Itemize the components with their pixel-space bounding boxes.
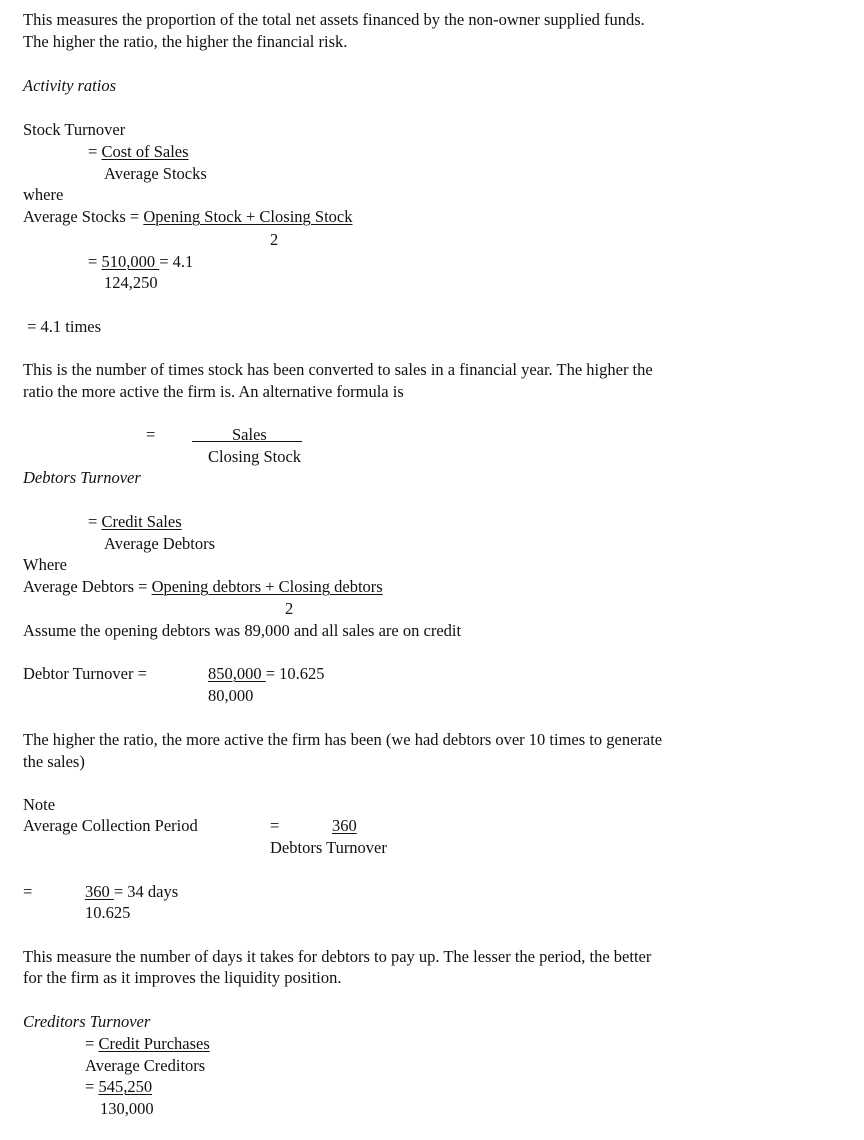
section-heading-debtors-turnover: Debtors Turnover: [23, 468, 141, 487]
calc-result: = 4.1: [159, 252, 194, 271]
debtor-turnover-calculation: [208, 666, 325, 683]
result-text: = 4.1 times: [23, 317, 102, 336]
formula-denominator: Debtors Turnover: [270, 838, 387, 857]
section-heading-activity-ratios: Activity ratios: [23, 76, 117, 95]
formula-numerator: Credit Sales: [101, 512, 182, 531]
debtors-desc-line-2: the sales): [23, 752, 85, 771]
alt-formula-equals: =: [146, 425, 156, 444]
calc-numerator: 510,000: [101, 252, 160, 271]
calc-result: = 34 days: [113, 882, 179, 901]
formula-numerator: Opening Stock + Closing Stock: [143, 207, 353, 226]
equals-sign: =: [88, 512, 102, 531]
calc-numerator: 360: [85, 882, 114, 901]
intro-line-1: This measures the proportion of the total net assets financed by the non-owner supplied funds.: [23, 10, 645, 29]
formula-denominator: 2: [270, 230, 279, 249]
calc-denominator: 130,000: [100, 1099, 154, 1118]
formula-label: Average Stocks =: [23, 207, 144, 226]
equals-sign: =: [88, 252, 102, 271]
stock-turnover-title: Stock Turnover: [23, 120, 126, 139]
calc-denominator: 124,250: [104, 273, 158, 292]
calc-denominator: 10.625: [85, 903, 131, 922]
average-debtors-formula: [23, 579, 383, 596]
calc-denominator: 80,000: [208, 686, 254, 705]
where-label: where: [23, 185, 64, 204]
creditors-turnover-formula: [85, 1036, 210, 1053]
stock-desc-line-2: ratio the more active the firm is. An alternative formula is: [23, 382, 404, 401]
debtor-turnover-label: Debtor Turnover =: [23, 664, 147, 683]
equals-sign: =: [270, 816, 280, 835]
where-label: Where: [23, 555, 67, 574]
formula-denominator: 2: [285, 599, 294, 618]
formula-numerator: 360: [332, 816, 357, 835]
note-desc-line-2: for the firm as it improves the liquidity position.: [23, 968, 342, 987]
section-heading-creditors-turnover: Creditors Turnover: [23, 1012, 151, 1031]
stock-desc-line-1: This is the number of times stock has been converted to sales in a financial year. The higher the: [23, 360, 653, 379]
assumption-text: Assume the opening debtors was 89,000 and all sales are on credit: [23, 621, 462, 640]
equals-sign: =: [85, 1034, 99, 1053]
note-desc-line-1: This measure the number of days it takes for debtors to pay up. The lesser the period, the better: [23, 947, 652, 966]
formula-label: Average Debtors =: [23, 577, 152, 596]
alt-formula-denominator: Closing Stock: [208, 447, 302, 466]
calc-result: = 10.625: [265, 664, 325, 683]
formula-numerator: Opening debtors + Closing debtors: [151, 577, 383, 596]
formula-denominator: Average Debtors: [104, 534, 216, 553]
alt-formula-numerator: Sales: [232, 425, 267, 444]
formula-numerator: Cost of Sales: [101, 142, 189, 161]
collection-period-calculation: [85, 884, 178, 901]
stock-turnover-result: [23, 319, 101, 336]
formula-denominator: Average Stocks: [104, 164, 207, 183]
equals-sign: =: [85, 1077, 99, 1096]
calc-numerator: 850,000: [208, 664, 266, 683]
note-title: Note: [23, 795, 56, 814]
calc-numerator: 545,250: [98, 1077, 153, 1096]
debtors-desc-line-1: The higher the ratio, the more active the firm has been (we had debtors over 10 times to generate: [23, 730, 663, 749]
average-stocks-formula: [23, 209, 353, 226]
debtors-turnover-formula: [88, 514, 182, 531]
collection-period-label: Average Collection Period: [23, 816, 198, 835]
stock-turnover-formula: [88, 144, 189, 161]
equals-sign: =: [23, 882, 33, 901]
formula-numerator: Credit Purchases: [98, 1034, 210, 1053]
intro-line-2: The higher the ratio, the higher the financial risk.: [23, 32, 348, 51]
equals-sign: =: [88, 142, 102, 161]
formula-denominator: Average Creditors: [85, 1056, 206, 1075]
creditors-turnover-calculation: [85, 1079, 152, 1096]
stock-turnover-calculation: [88, 254, 193, 271]
